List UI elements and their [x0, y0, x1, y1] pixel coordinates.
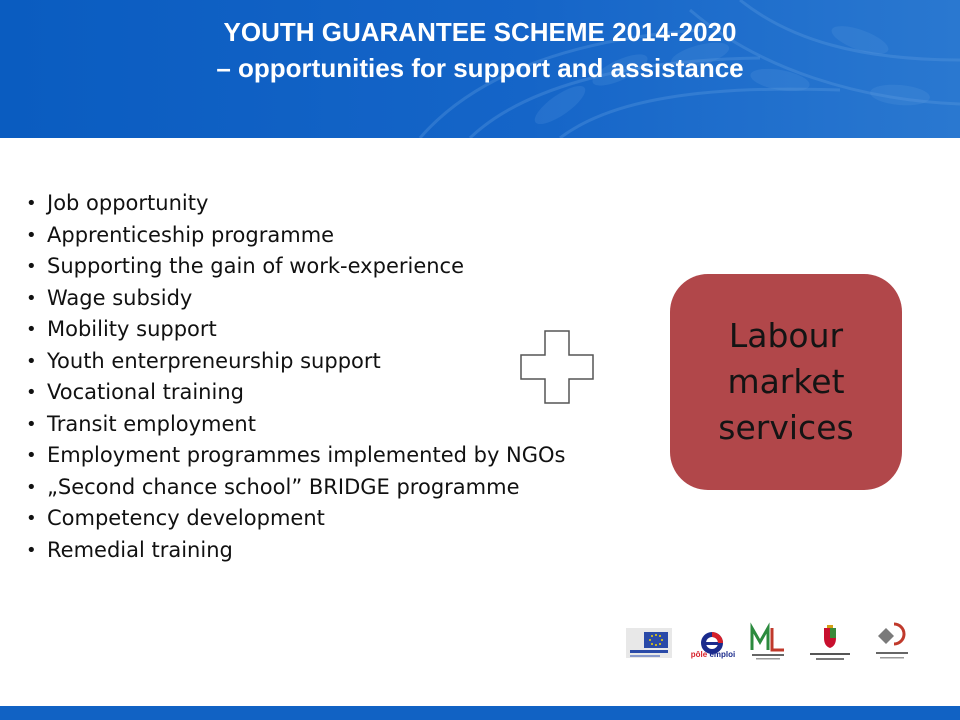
- list-item: • „Second chance school” BRIDGE programme: [26, 472, 566, 504]
- footer-bar: [0, 706, 960, 720]
- services-line-1: Labour: [728, 316, 844, 355]
- slide-title-line-2: – opportunities for support and assistance: [216, 53, 744, 83]
- list-item: • Remedial training: [26, 535, 566, 567]
- national-economy-ministry-logo: [804, 624, 856, 664]
- labour-market-services-label: [718, 313, 853, 451]
- employment-office-logo: [872, 622, 912, 664]
- pole-emploi-word-1: pôle: [690, 650, 708, 659]
- eu-flag-logo: [626, 626, 672, 662]
- list-item: • Wage subsidy: [26, 283, 566, 315]
- list-item: • Supporting the gain of work-experience: [26, 251, 566, 283]
- list-item: • Transit employment: [26, 409, 566, 441]
- labour-market-services-box: [670, 274, 902, 490]
- pole-emploi-word-2: emploi: [709, 650, 736, 659]
- title-banner: [0, 0, 960, 138]
- partner-logos: [624, 622, 914, 666]
- list-item: • Employment programmes implemented by NGOs: [26, 440, 566, 472]
- slide-title-line-1: YOUTH GUARANTEE SCHEME 2014-2020: [223, 17, 737, 47]
- support-options-list: [26, 188, 566, 566]
- list-item: • Vocational training: [26, 377, 566, 409]
- list-item: • Mobility support: [26, 314, 566, 346]
- list-item: • Apprenticeship programme: [26, 220, 566, 252]
- list-item: • Competency development: [26, 503, 566, 535]
- slide-title: [0, 14, 960, 86]
- services-line-2: market: [727, 362, 845, 401]
- pole-emploi-wordmark: [688, 650, 738, 659]
- list-item: • Job opportunity: [26, 188, 566, 220]
- list-item: • Youth enterpreneurship support: [26, 346, 566, 378]
- services-line-3: services: [718, 408, 854, 447]
- ml-ministry-logo: [748, 622, 788, 662]
- plus-icon: [520, 330, 594, 404]
